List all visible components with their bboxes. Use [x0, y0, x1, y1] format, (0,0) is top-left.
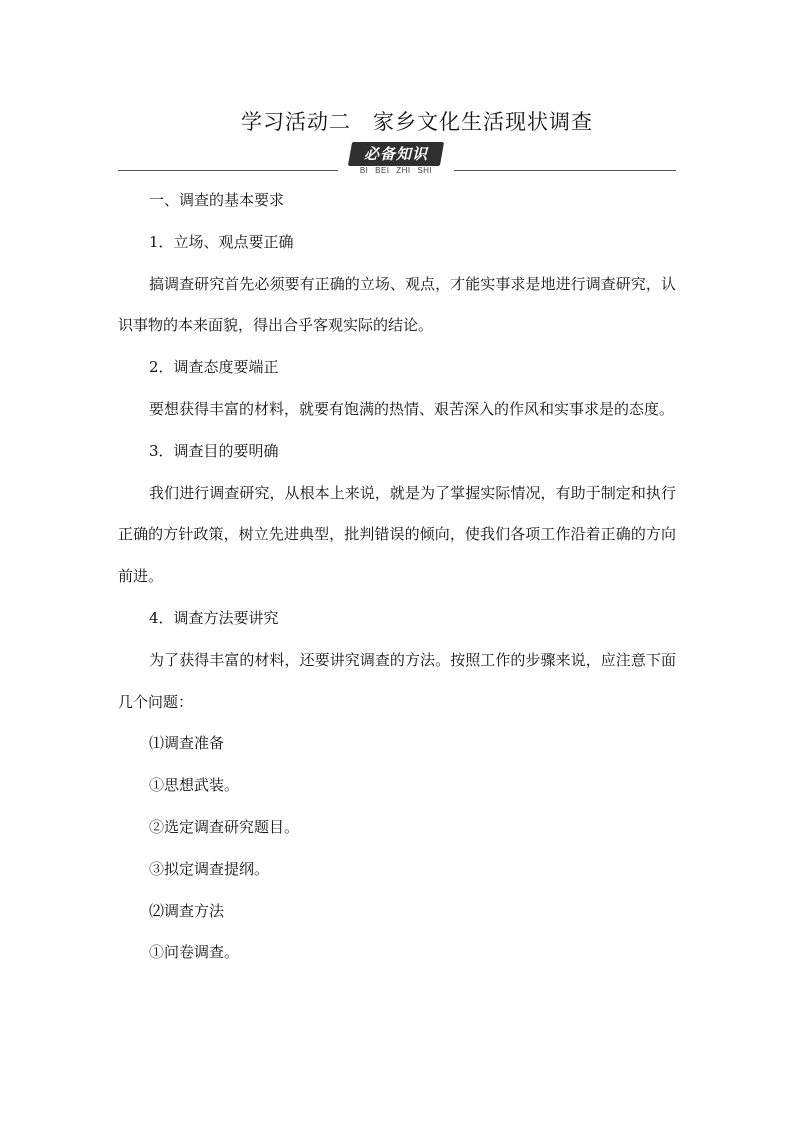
- body-paragraph: 为了获得丰富的材料，还要讲究调查的方法。按照工作的步骤来说，应注意下面几个问题：: [118, 650, 676, 711]
- page-title: 学习活动二 家乡文化生活现状调查: [241, 110, 593, 134]
- subheading: 4．调查方法要讲究: [149, 608, 279, 627]
- banner-rule-right: [454, 170, 676, 171]
- list-heading: ⑵调查方法: [149, 901, 225, 920]
- list-heading: ⑴调查准备: [149, 734, 225, 753]
- banner-rule-left: [118, 170, 338, 171]
- section-heading: 一、调查的基本要求: [149, 191, 285, 209]
- banner-label: 必备知识: [363, 145, 428, 163]
- list-item: ②选定调查研究题目。: [149, 817, 300, 836]
- document-body: [118, 180, 676, 974]
- subheading: 3．调查目的要明确: [149, 441, 279, 460]
- subheading: 1．立场、观点要正确: [149, 232, 294, 251]
- list-item: ①问卷调查。: [149, 943, 240, 962]
- list-item: ①思想武装。: [149, 776, 240, 795]
- body-paragraph: 要想获得丰富的材料，就要有饱满的热情、艰苦深入的作风和实事求是的态度。: [149, 399, 675, 418]
- list-item: ③拟定调查提纲。: [149, 859, 270, 878]
- body-paragraph: 我们进行调查研究，从根本上来说，就是为了掌握实际情况，有助于制定和执行正确的方针政策，树立先进典型，批判错误的倾向，使我们各项工作沿着正确的方向前进。: [118, 483, 676, 586]
- body-paragraph: 搞调查研究首先必须要有正确的立场、观点，才能实事求是地进行调查研究，认识事物的本来面貌，得出合乎客观实际的结论。: [118, 274, 676, 335]
- section-banner: [118, 142, 676, 178]
- subheading: 2．调查态度要端正: [149, 358, 279, 377]
- banner-pinyin: BI BEI ZHI SHI: [359, 166, 433, 175]
